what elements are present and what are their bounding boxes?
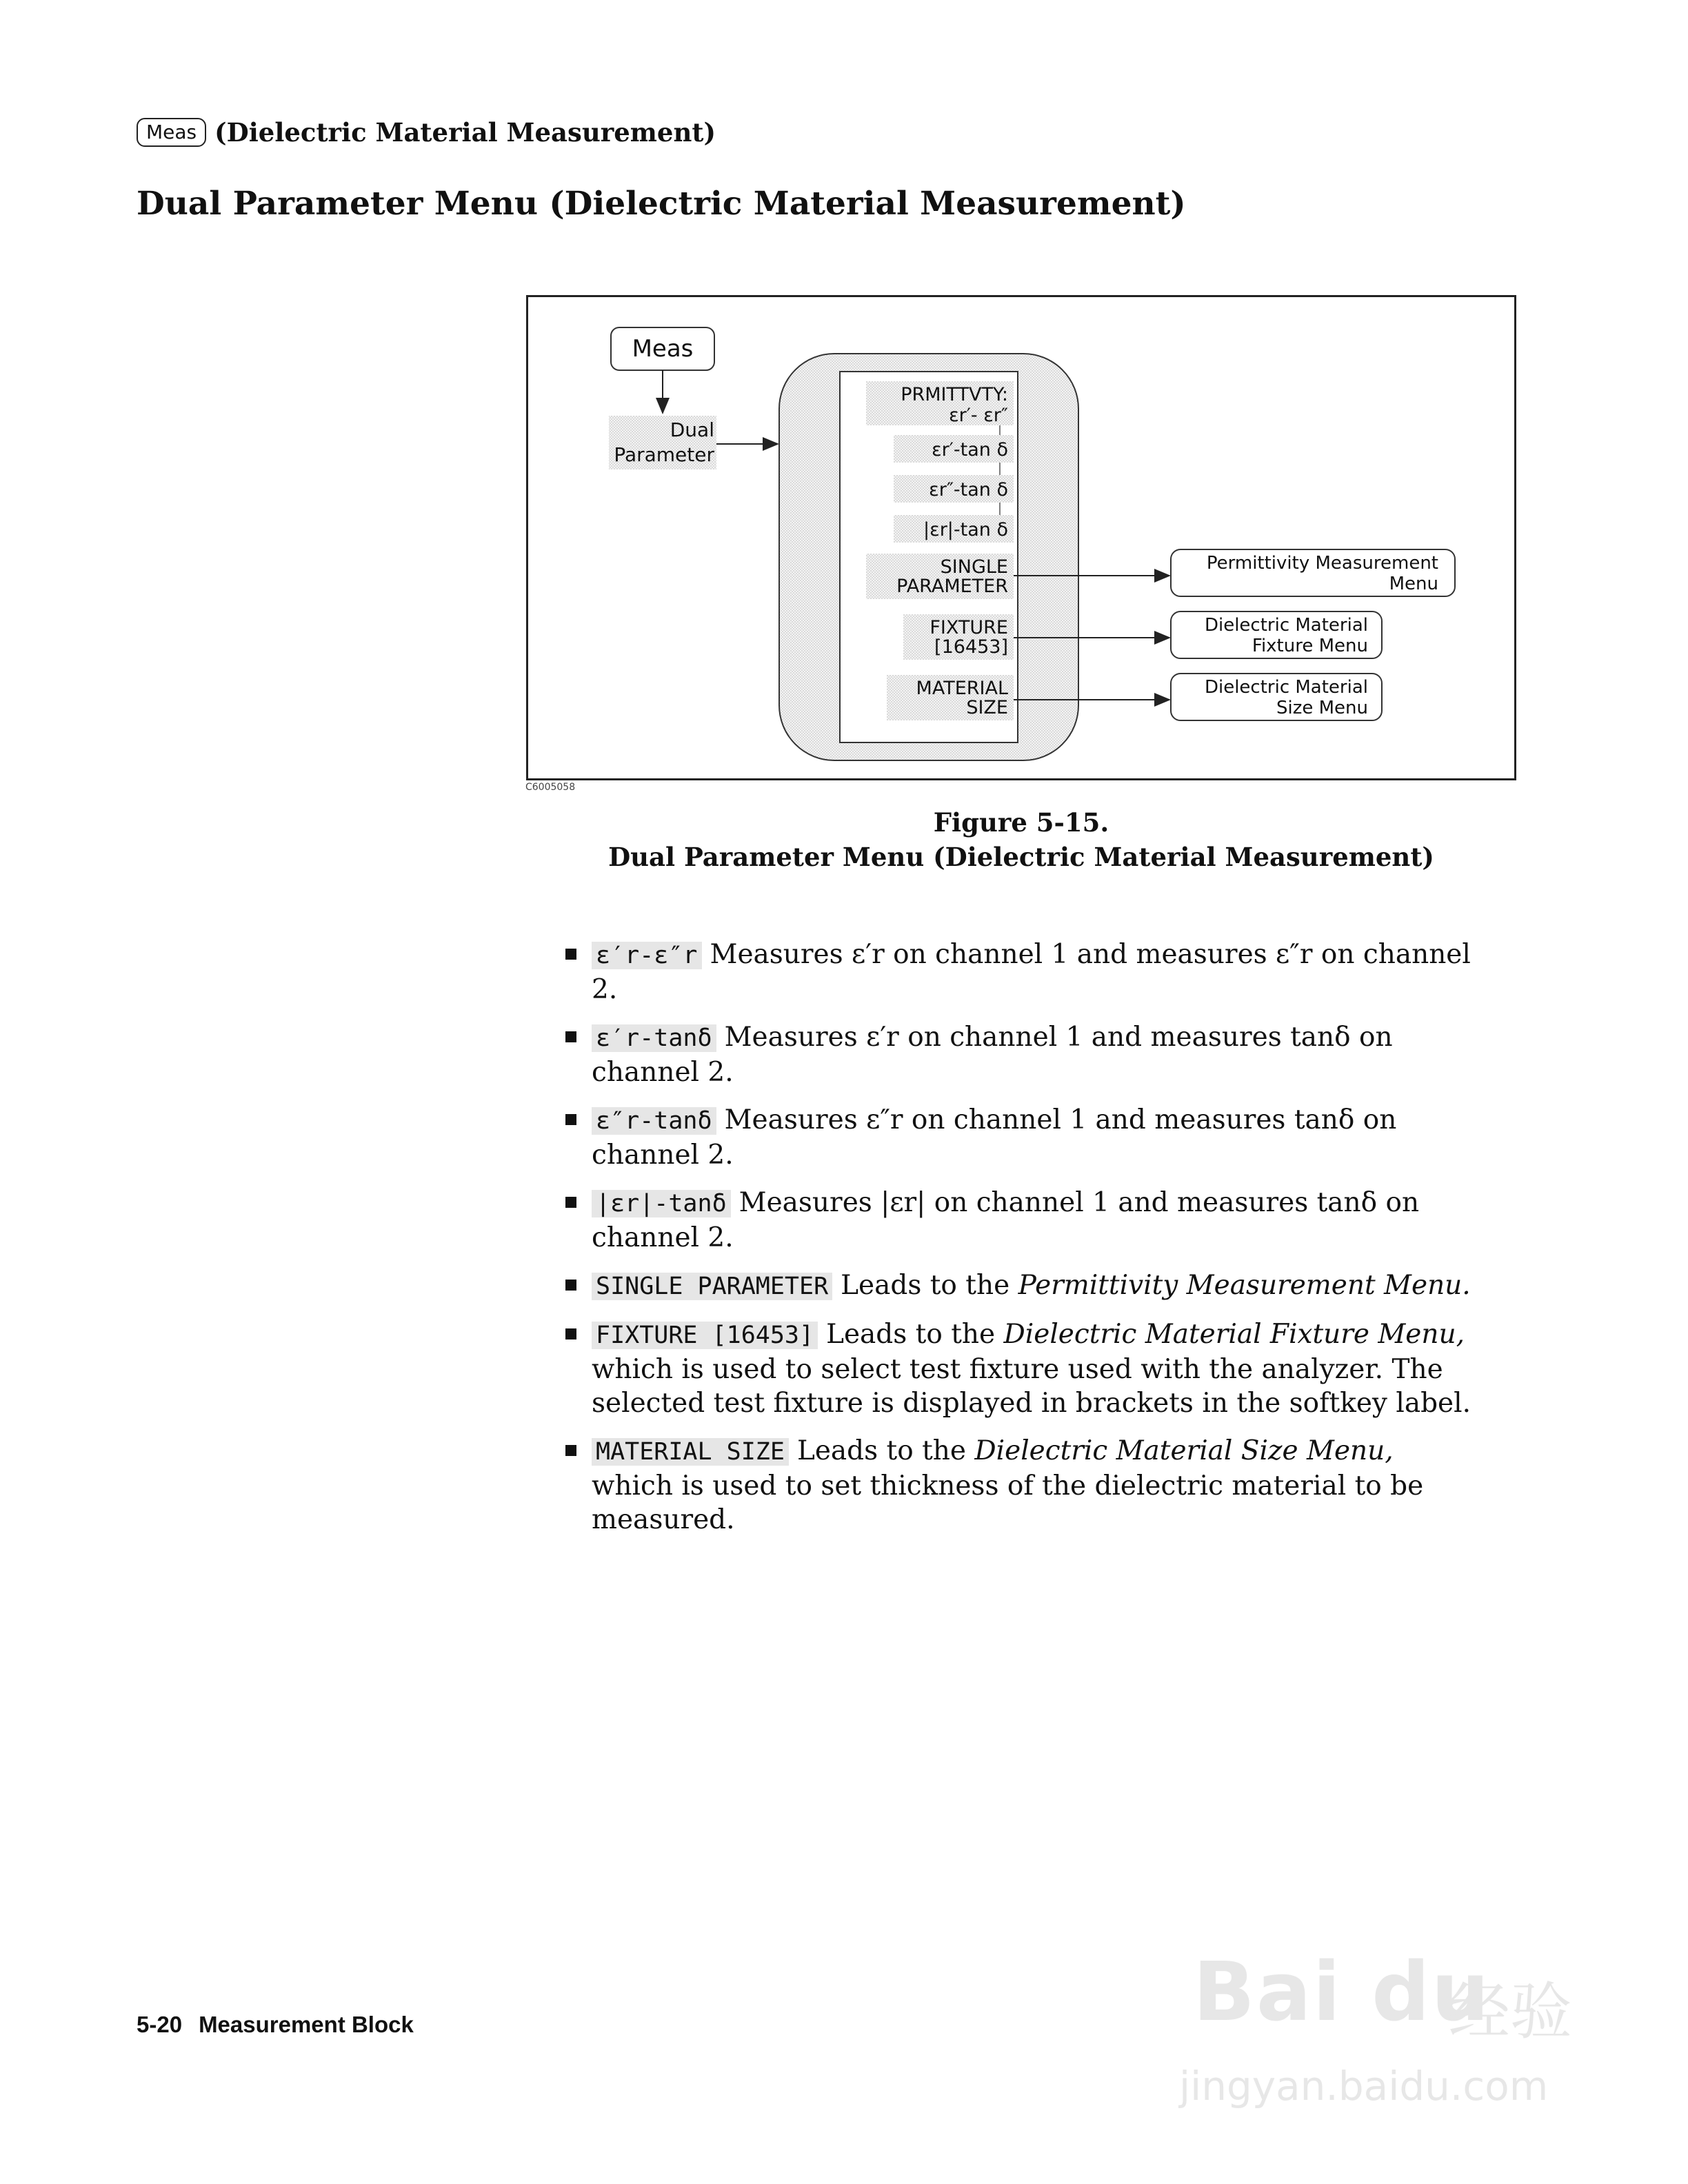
meas-hardkey-label: Meas [137, 118, 206, 147]
softkey-er1-tan [894, 435, 1014, 463]
softkey-er1-tan-label: εr′-tan δ [932, 439, 1008, 461]
baidu-watermark [1172, 1903, 1586, 2130]
softkey-description: Measures ε′r on channel 1 and measures tanδ on channel 2. [592, 1022, 1393, 1088]
section-title: Dual Parameter Menu (Dielectric Material Measurement) [137, 185, 1186, 223]
softkey-label: ε′r-tanδ [592, 1024, 716, 1052]
softkey-single-parameter-line1: SINGLE [940, 556, 1008, 578]
softkey-label: SINGLE PARAMETER [592, 1273, 832, 1300]
softkey-material-size-line2: SIZE [966, 697, 1008, 718]
target-permittivity-line2: Menu [1389, 574, 1438, 594]
softkey-fixture-line2: [16453] [934, 636, 1008, 658]
target-size-menu [1171, 674, 1382, 720]
running-header-subtitle: (Dielectric Material Measurement) [214, 117, 716, 148]
softkey-abs-er-tan [894, 515, 1014, 543]
target-fixture-line2: Fixture Menu [1252, 636, 1368, 656]
softkey-description: Leads to the [826, 1319, 996, 1350]
softkey-label: ε′r-ε″r [592, 942, 702, 969]
target-size-line1: Dielectric Material [1204, 677, 1368, 698]
figure-caption [526, 805, 1516, 874]
list-item [565, 1103, 1483, 1172]
target-permittivity-menu [1171, 549, 1455, 596]
menu-reference: Dielectric Material Size Menu, [974, 1435, 1394, 1466]
dual-parameter-key-line1: Dual [670, 418, 714, 441]
menu-reference: Dielectric Material Fixture Menu, [1003, 1319, 1465, 1350]
menu-reference: Permittivity Measurement Menu. [1018, 1270, 1471, 1301]
softkey-fixture [903, 614, 1014, 660]
softkey-description: Leads to the [796, 1435, 966, 1466]
softkey-single-parameter [866, 554, 1014, 599]
softkey-description: Measures |εr| on channel 1 and measures tanδ on channel 2. [592, 1187, 1420, 1253]
list-item [565, 1317, 1483, 1420]
softkey-description-rest: which is used to select test fixture used with the analyzer. The selected test fixture is displayed in brackets in the softkey label. [592, 1354, 1471, 1419]
watermark-url: jingyan.baidu.com [1179, 2063, 1549, 2110]
softkey-description: Measures ε′r on channel 1 and measures ε″r on channel 2. [592, 939, 1471, 1005]
watermark-brand-cn: 经验 [1448, 1976, 1572, 2048]
softkey-er2-tan-label: εr″-tan δ [929, 479, 1008, 501]
target-fixture-menu [1171, 611, 1382, 658]
chapter-name: Measurement Block [199, 2012, 414, 2037]
softkey-prmittvty-line1: PRMITTVTY: [901, 384, 1008, 405]
softkey-er2-tan [894, 475, 1014, 503]
target-fixture-line1: Dielectric Material [1204, 615, 1368, 636]
meas-key-label: Meas [632, 335, 694, 363]
list-item [565, 1020, 1483, 1089]
figure-image-id: C6005058 [525, 782, 576, 793]
softkey-description: Leads to the [841, 1270, 1010, 1301]
list-item [565, 1268, 1483, 1304]
target-size-line2: Size Menu [1276, 698, 1368, 718]
softkey-label: |εr|-tanδ [592, 1190, 731, 1217]
list-item [565, 938, 1483, 1007]
softkey-material-size [887, 675, 1014, 720]
watermark-brand: Bai du [1193, 1944, 1491, 2039]
list-item [565, 1186, 1483, 1255]
page-number: 5-20 [137, 2012, 183, 2037]
softkey-prmittvty [866, 381, 1014, 426]
running-header [137, 117, 716, 148]
dual-parameter-key-line2: Parameter [614, 443, 714, 466]
figure-frame [526, 295, 1516, 780]
softkey-label: FIXTURE [16453] [592, 1322, 818, 1349]
softkey-label: ε″r-tanδ [592, 1107, 716, 1135]
menu-diagram [528, 297, 1514, 778]
figure-caption-number: Figure 5-15. [933, 807, 1109, 838]
page-footer [137, 2012, 414, 2038]
softkey-description: Measures ε″r on channel 1 and measures tanδ on channel 2. [592, 1104, 1397, 1171]
softkey-abs-er-tan-label: |εr|-tan δ [923, 519, 1008, 540]
softkey-material-size-line1: MATERIAL [916, 678, 1008, 699]
softkey-prmittvty-line2: εr′- εr″ [949, 405, 1008, 426]
softkey-description-rest: which is used to set thickness of the dielectric material to be measured. [592, 1470, 1424, 1535]
list-item [565, 1434, 1483, 1537]
target-permittivity-line1: Permittivity Measurement [1206, 553, 1438, 574]
softkey-single-parameter-line2: PARAMETER [896, 576, 1008, 597]
figure-caption-title: Dual Parameter Menu (Dielectric Material Measurement) [608, 842, 1434, 872]
softkey-description-list [565, 938, 1483, 1550]
softkey-fixture-line1: FIXTURE [930, 617, 1008, 638]
softkey-label: MATERIAL SIZE [592, 1438, 789, 1466]
